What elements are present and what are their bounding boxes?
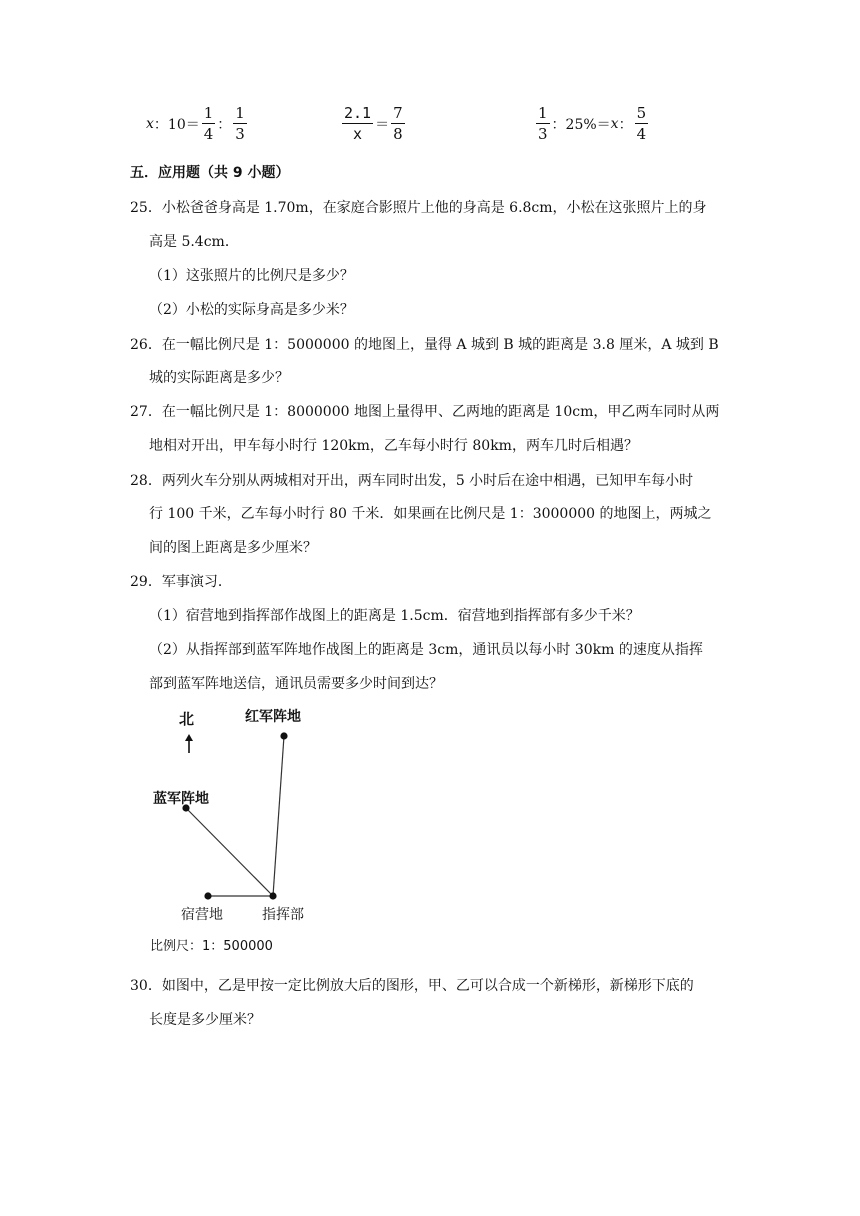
equation-variable: x	[610, 116, 619, 132]
section-title: 五．应用题（共 9 小题）	[130, 165, 290, 181]
problem-29-line-1: 29．军事演习．	[130, 574, 232, 590]
equation-variable: x	[146, 116, 154, 132]
problem-25-line-2: 高是 5.4cm．	[149, 234, 239, 250]
line-hq-to-red-base	[273, 736, 284, 896]
numerator: 1	[235, 104, 245, 122]
problem-29-question-1: （1）宿营地到指挥部作战图上的距离是 1.5cm．宿营地到指挥部有多少千米？	[149, 608, 640, 624]
equation-2	[340, 106, 407, 142]
equation-text: ：25%＝	[551, 117, 611, 133]
problem-29-question-2a: （2）从指挥部到蓝军阵地作战图上的距离是 3cm，通讯员以每小时 30km 的速度从指挥	[149, 642, 703, 658]
battle-map-diagram	[148, 700, 314, 958]
fraction	[342, 106, 373, 142]
blue-base-label: 蓝军阵地	[153, 791, 209, 807]
denominator: 8	[393, 125, 403, 143]
colon: ：	[618, 117, 633, 133]
equation-text: ：10＝	[153, 117, 200, 133]
north-label: 北	[179, 710, 195, 728]
problem-28-line-3: 间的图上距离是多少厘米？	[149, 540, 317, 556]
line-hq-to-blue-base	[186, 808, 273, 896]
hq-label: 指挥部	[262, 907, 304, 923]
numerator: 1	[538, 104, 548, 122]
problem-30-line-2: 长度是多少厘米？	[149, 1012, 261, 1028]
denominator: 4	[636, 125, 647, 143]
fraction	[391, 106, 405, 142]
fraction	[635, 106, 649, 142]
numerator: 1	[203, 104, 214, 122]
problem-25-question-1: （1）这张照片的比例尺是多少？	[149, 268, 354, 284]
denominator: 3	[538, 125, 548, 143]
denominator: 4	[203, 125, 214, 143]
problem-30-line-1: 30．如图中，乙是甲按一定比例放大后的图形，甲、乙可以合成一个新梯形，新梯形下底的	[130, 978, 694, 994]
camp-label: 宿营地	[181, 907, 223, 923]
numerator: 5	[636, 104, 647, 122]
colon: ：	[217, 117, 232, 133]
problem-29-question-2b: 部到蓝军阵地送信，通讯员需要多少时间到达？	[149, 676, 443, 692]
problem-26-line-2: 城的实际距离是多少？	[149, 370, 289, 386]
red-base-label: 红军阵地	[245, 709, 301, 725]
fraction	[202, 106, 216, 142]
problem-27-line-1: 27．在一幅比例尺是 1：8000000 地图上量得甲、乙两地的距离是 10cm，甲乙两车同时从两	[130, 404, 720, 420]
problem-25-line-1: 25．小松爸爸身高是 1.70m，在家庭合影照片上他的身高是 6.8cm，小松在这张照片上的身	[130, 200, 707, 216]
numerator: 2.1	[344, 104, 372, 122]
numerator: 7	[393, 104, 403, 122]
problem-27-line-2: 地相对开出，甲车每小时行 120km，乙车每小时行 80km，两车几时后相遇？	[149, 438, 638, 454]
denominator: x	[353, 125, 363, 143]
equals-sign: ＝	[375, 117, 390, 133]
fraction	[536, 106, 550, 142]
north-arrow-head	[185, 734, 193, 741]
red-base-point	[280, 732, 287, 739]
equation-1	[146, 106, 249, 142]
problem-28-line-2: 行 100 千米，乙车每小时行 80 千米．如果画在比例尺是 1：3000000 的地图上，两城之	[149, 506, 712, 522]
fraction	[233, 106, 247, 142]
problem-26-line-1: 26．在一幅比例尺是 1：5000000 的地图上，量得 A 城到 B 城的距离是 3.8 厘米，A 城到 B	[130, 337, 719, 353]
hq-point	[269, 892, 276, 899]
equation-3	[534, 106, 650, 142]
denominator: 3	[235, 125, 245, 143]
camp-point	[204, 892, 211, 899]
scale-label: 比例尺：1：500000	[150, 939, 273, 954]
problem-25-question-2: （2）小松的实际身高是多少米？	[149, 302, 354, 318]
problem-28-line-1: 28．两列火车分别从两城相对开出，两车同时出发，5 小时后在途中相遇，已知甲车每小时	[130, 473, 694, 489]
